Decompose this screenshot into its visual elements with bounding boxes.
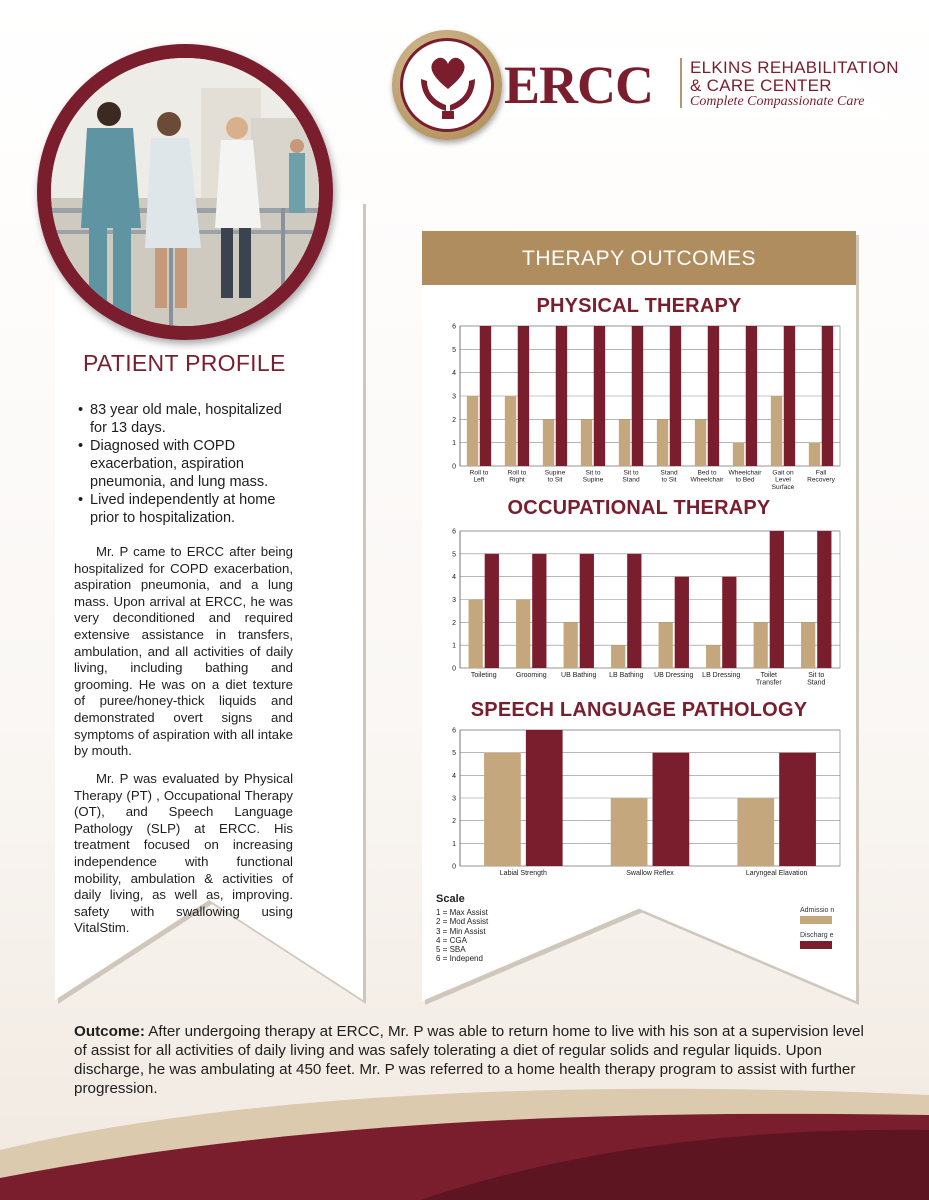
y-tick-label: 0	[452, 863, 456, 871]
discharge-bar	[485, 554, 499, 668]
discharge-bar	[817, 531, 831, 668]
y-tick-label: 4	[452, 772, 456, 780]
profile-bullet: • Diagnosed with COPD exacerbation, aspiration pneumonia, and lung mass.	[78, 437, 300, 491]
scale-item: 4 = CGA	[436, 935, 467, 945]
admission-bar	[611, 645, 625, 668]
logo-name-line2: & CARE CENTER	[690, 76, 832, 95]
y-tick-label: 2	[452, 416, 456, 424]
y-tick-label: 1	[452, 642, 456, 650]
scale-title: Scale	[436, 893, 465, 905]
y-tick-label: 4	[452, 370, 456, 378]
admission-bar	[657, 419, 668, 466]
x-tick-label: Gait on Level Surface	[771, 469, 795, 491]
x-tick-label: Supine to Sit	[544, 469, 566, 484]
logo-name-line1: ELKINS REHABILITATION	[690, 58, 899, 77]
y-tick-label: 6	[452, 323, 456, 331]
x-tick-label: Sit to Stand	[622, 469, 640, 484]
admission-bar	[484, 753, 521, 866]
y-tick-label: 5	[452, 346, 456, 354]
discharge-bar	[670, 326, 681, 466]
x-tick-label: UB Dressing	[654, 672, 694, 679]
admission-bar	[619, 419, 630, 466]
x-tick-label: Fall Recovery	[807, 469, 835, 484]
discharge-bar	[722, 577, 736, 668]
slp-chart	[446, 726, 842, 881]
y-tick-label: 2	[452, 818, 456, 826]
therapy-photo	[51, 58, 319, 326]
x-tick-label: Bed to Wheelchair	[690, 469, 724, 484]
discharge-bar	[532, 554, 546, 668]
discharge-bar	[746, 326, 757, 466]
discharge-bar	[526, 730, 563, 866]
discharge-bar	[822, 326, 833, 466]
x-tick-label: Roll to Left	[469, 469, 489, 484]
logo-acronym: ERCC	[504, 55, 654, 115]
x-tick-label: Toileting	[470, 672, 497, 679]
x-tick-label: Swallow Reflex	[626, 870, 674, 877]
y-tick-label: 0	[452, 665, 456, 673]
profile-paragraph-2: Mr. P was evaluated by Physical Therapy (PT) , Occupational Therapy (OT), and Speech Language Pathology (SLP) at ERCC. His treatment focused on increasing independence with functional mobility, ambulation & activities of daily living, as well as, improving. safety with swallowing using VitalStim.	[74, 771, 293, 936]
discharge-bar	[480, 326, 491, 466]
scale-item: 1 = Max Assist	[436, 908, 488, 917]
discharge-bar	[580, 554, 594, 668]
profile-paragraph-1: Mr. P came to ERCC after being hospitalized for COPD exacerbation, aspiration pneumonia, and a lung mass. Upon arrival at ERCC, he was very deconditioned and required extensive assistance in transfers, ambulation, and all activities of daily living, including bathing and grooming. He was on a diet texture of puree/honey-thick liquids and demonstrated overt signs and symptoms of aspiration with all intake by mouth.	[74, 544, 293, 759]
admission-bar	[706, 645, 720, 668]
outcome-label: Outcome:	[74, 1023, 145, 1040]
logo-badge	[392, 30, 502, 140]
admission-bar	[581, 419, 592, 466]
admission-bar	[505, 396, 516, 466]
x-tick-label: Toilet Transfer	[755, 672, 782, 685]
admission-bar	[737, 798, 774, 866]
heart-hands-icon	[413, 49, 483, 123]
pt-chart	[446, 322, 842, 492]
admission-bar	[467, 396, 478, 466]
admission-bar	[543, 419, 554, 466]
scale-item: 6 = Independ	[436, 954, 483, 964]
discharge-bar	[779, 753, 816, 866]
admission-bar	[659, 622, 673, 668]
admission-bar	[695, 419, 706, 466]
logo-tagline: Complete Compassionate Care	[690, 94, 865, 109]
x-tick-label: Stand to Sit	[660, 469, 678, 484]
x-tick-label: Roll to Right	[507, 469, 527, 484]
x-tick-label: Labial Strength	[499, 870, 547, 877]
y-tick-label: 5	[452, 551, 456, 559]
discharge-bar	[770, 531, 784, 668]
outcome-paragraph	[74, 1022, 864, 1098]
discharge-bar	[675, 577, 689, 668]
logo-divider	[680, 58, 682, 108]
photo-frame	[37, 44, 333, 340]
y-tick-label: 3	[452, 393, 456, 401]
admission-bar	[801, 622, 815, 668]
scale-item: 3 = Min Assist	[436, 926, 486, 936]
profile-title: PATIENT PROFILE	[83, 350, 286, 376]
admission-bar	[469, 600, 483, 669]
scale-item: 5 = SBA	[436, 945, 466, 955]
y-tick-label: 3	[452, 795, 456, 803]
discharge-bar	[784, 326, 795, 466]
legend-admission-swatch	[800, 916, 832, 924]
y-tick-label: 3	[452, 597, 456, 604]
chart-legend	[800, 907, 840, 957]
outcome-body: After undergoing therapy at ERCC, Mr. P was able to return home to live with his son at a supervision level of assist for all activities of daily living and was safely tolerating a diet of regular solids and regular liquids. Upon discharge, he was ambulating at 450 feet. Mr. P was referred to a home health therapy program to assist with further progression.	[74, 1023, 864, 1097]
profile-bullet: • Lived independently at home prior to hospitalization.	[78, 491, 300, 527]
discharge-bar	[594, 326, 605, 466]
profile-bullet: • 83 year old male, hospitalized for 13 days.	[78, 401, 300, 437]
x-tick-label: Sit to Supine	[582, 469, 604, 484]
x-tick-label: LB Dressing	[702, 672, 741, 679]
discharge-bar	[708, 326, 719, 466]
x-tick-label: Laryngeal Elavation	[745, 870, 808, 877]
y-tick-label: 4	[452, 574, 456, 582]
x-tick-label: UB Bathing	[561, 672, 597, 679]
outcomes-header: THERAPY OUTCOMES	[422, 231, 856, 285]
y-tick-label: 5	[452, 750, 456, 758]
y-tick-label: 6	[452, 727, 456, 735]
discharge-bar	[556, 326, 567, 466]
y-tick-label: 2	[452, 619, 456, 627]
admission-bar	[516, 600, 530, 669]
profile-bullet-list	[78, 401, 300, 527]
discharge-bar	[653, 753, 690, 866]
y-tick-label: 6	[452, 528, 456, 536]
scale-item: 2 = Mod Assist	[436, 917, 489, 927]
ot-chart	[446, 525, 842, 685]
x-tick-label: Grooming	[515, 672, 547, 679]
pt-chart-title: PHYSICAL THERAPY	[536, 295, 742, 317]
x-tick-label: LB Bathing	[609, 672, 644, 679]
legend-discharge-swatch	[800, 941, 832, 949]
discharge-bar	[632, 326, 643, 466]
legend-admission-label: Admissio n	[800, 907, 835, 914]
admission-bar	[809, 443, 820, 466]
discharge-bar	[518, 326, 529, 466]
y-tick-label: 1	[452, 440, 456, 448]
admission-bar	[733, 443, 744, 466]
x-tick-label: Sit to Stand	[807, 672, 826, 685]
y-tick-label: 1	[452, 840, 456, 848]
discharge-bar	[627, 554, 641, 668]
y-tick-label: 0	[452, 463, 456, 471]
scale-list	[436, 908, 488, 964]
admission-bar	[564, 622, 578, 668]
admission-bar	[754, 622, 768, 668]
x-tick-label: Wheelchair to Bed	[728, 469, 762, 484]
legend-discharge-label: Discharg e	[800, 932, 834, 939]
admission-bar	[611, 798, 648, 866]
ot-chart-title: OCCUPATIONAL THERAPY	[507, 497, 771, 519]
slp-chart-title: SPEECH LANGUAGE PATHOLOGY	[470, 699, 808, 721]
admission-bar	[771, 396, 782, 466]
